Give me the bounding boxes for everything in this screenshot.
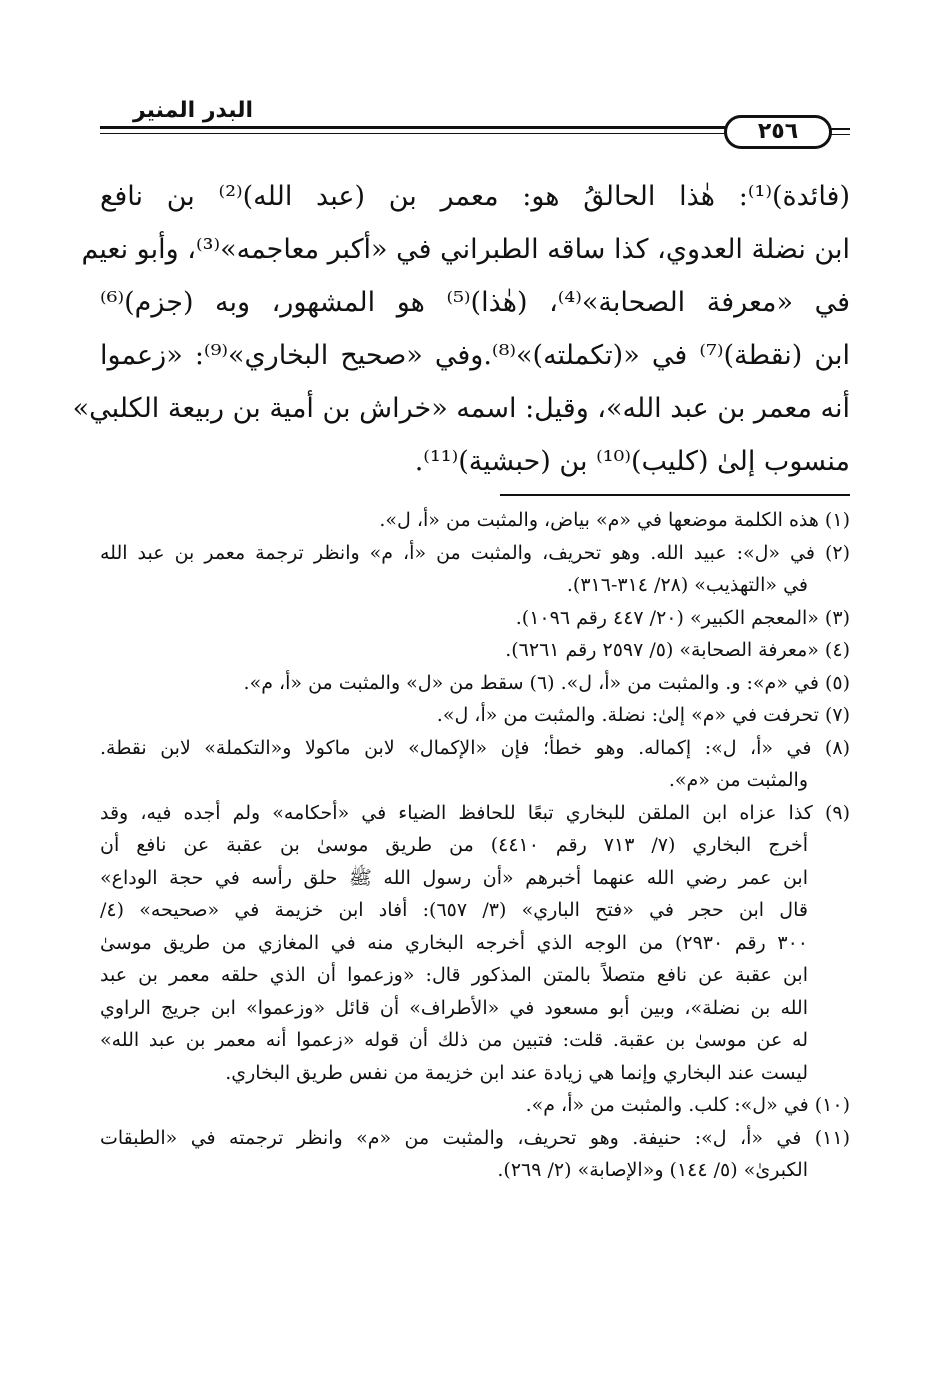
footnote-line: الكبرىٰ» (٥/ ١٤٤) و«الإصابة» (٢/ ٢٦٩). (497, 1159, 808, 1181)
footnote-line: (٥) في «م»: و. والمثبت من «أ، ل». (٦) سقط من «ل» والمثبت من «أ، م». (243, 671, 850, 694)
footnote-line: ابن عمر رضي الله عنهما أخبرهم «أن رسول الله ﷺ حلق رأسه في حجة الوداع» (100, 866, 808, 889)
footnotes (100, 504, 850, 1187)
header-rule-tail (830, 128, 850, 130)
main-line: ابن نضلة العدوي، كذا ساقه الطبراني في «أكبر معاجمه»⁽³⁾، وأبو نعيم (81, 234, 850, 265)
footnote-line: ابن عقبة عن نافع متصلاً بالمتن المذكور قال: «وزعموا أن الذي حلقه معمر بن عبد (100, 964, 808, 986)
footnote-line: ليست عند البخاري وإنما هي زيادة عند ابن خزيمة من نفس طريق البخاري. (225, 1061, 808, 1084)
main-line: في «معرفة الصحابة»⁽⁴⁾، (هٰذا)⁽⁵⁾ هو المشهور، وبه (جزم)⁽⁶⁾ (100, 287, 850, 318)
main-line: ابن (نقطة)⁽⁷⁾ في «(تكملته)»⁽⁸⁾.وفي «صحيح البخاري»⁽⁹⁾: «زعموا (100, 340, 850, 371)
footnote-line: (٨) في «أ، ل»: إكماله. وهو خطأ؛ فإن «الإكمال» لابن ماكولا و«التكملة» لابن نقطة. (100, 736, 850, 759)
footnote-line: أخرج البخاري (٧/ ٧١٣ رقم ٤٤١٠) من طريق موسىٰ بن عقبة عن نافع أن (100, 834, 808, 856)
footnote-line: (١) هذه الكلمة موضعها في «م» بياض، والمثبت من «أ، ل». (379, 509, 850, 531)
page-number: ٢٥٦ (724, 115, 832, 149)
header-rule-thin (100, 133, 728, 134)
page-header (100, 98, 850, 158)
footnote-line: الله بن نضلة»، وبين أبو مسعود في «الأطراف» أن قائل «وزعموا» ابن جريج الراوي (100, 996, 808, 1019)
footnote-line: في «التهذيب» (٢٨/ ٣١٤-٣١٦). (566, 574, 808, 596)
main-line: منسوب إلىٰ (كليب)⁽¹⁰⁾ بن (حبشية)⁽¹¹⁾. (414, 446, 850, 477)
footnote-line: (٤) «معرفة الصحابة» (٥/ ٢٥٩٧ رقم ٦٢٦١). (505, 639, 850, 661)
main-text (72, 170, 850, 488)
footnote-line: (٩) كذا عزاه ابن الملقن للبخاري تبعًا للحافظ الضياء في «أحكامه» ولم أجده فيه، وقد (100, 801, 850, 824)
footnote-line: والمثبت من «م». (668, 769, 808, 791)
footnote-separator (500, 494, 850, 496)
running-title: البدر المنير (132, 98, 253, 123)
footnote-line: قال ابن حجر في «فتح الباري» (٣/ ٦٥٧): أفاد ابن خزيمة في «صحيحه» (٤/ (100, 899, 808, 921)
header-rule-tail-thin (830, 134, 850, 135)
header-rule-thick (100, 126, 728, 129)
footnote-line: (١١) في «أ، ل»: حنيفة. وهو تحريف، والمثبت من «م» وانظر ترجمته في «الطبقات (100, 1126, 850, 1149)
footnote-line: (٣) «المعجم الكبير» (٢٠/ ٤٤٧ رقم ١٠٩٦). (515, 606, 850, 629)
footnote-line: ٣٠٠ رقم ٢٩٣٠) من الوجه الذي أخرجه البخاري منه في المغازي من طريق موسىٰ (100, 931, 808, 954)
footnote-line: له عن موسىٰ بن عقبة. قلت: فتبين من ذلك أن قوله «زعموا أنه معمر بن عبد الله» (100, 1029, 808, 1051)
footnote-line: (١٠) في «ل»: كلب. والمثبت من «أ، م». (525, 1094, 850, 1116)
footnote-line: (٢) في «ل»: عبيد الله. وهو تحريف، والمثبت من «أ، م» وانظر ترجمة معمر بن عبد الله (100, 541, 850, 564)
footnote-line: (٧) تحرفت في «م» إلىٰ: نضلة. والمثبت من «أ، ل». (436, 704, 850, 726)
main-line: (فائدة)⁽¹⁾: هٰذا الحالقُ هو: معمر بن (عبد الله)⁽²⁾ بن نافع (100, 181, 850, 212)
main-line: أنه معمر بن عبد الله»، وقيل: اسمه «خراش بن أمية بن ربيعة الكلبي» (72, 393, 850, 424)
